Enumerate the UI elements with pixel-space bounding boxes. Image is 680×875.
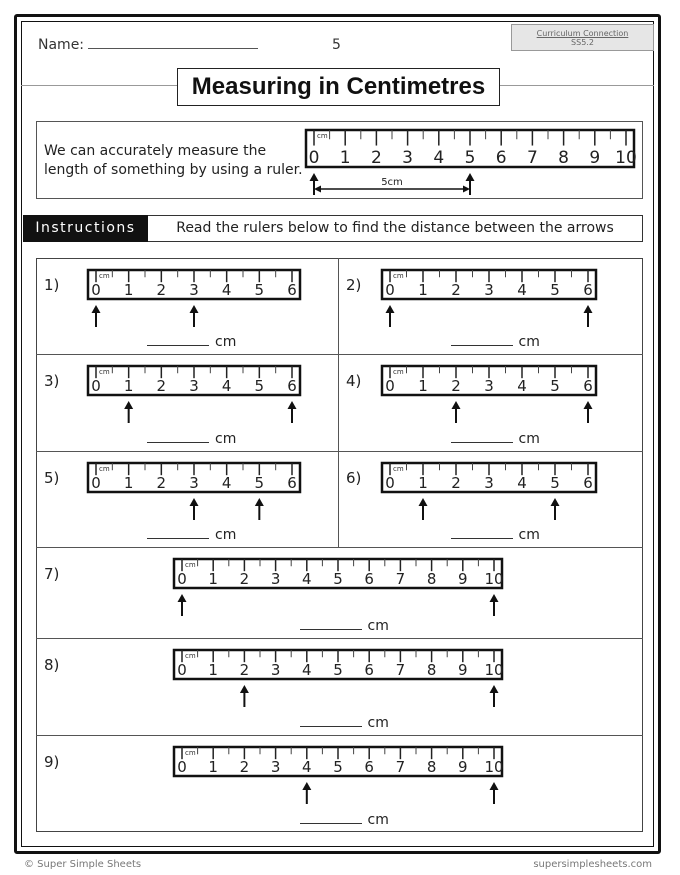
curriculum-code: SS5.2 xyxy=(571,38,594,47)
ruler-number: 8 xyxy=(426,758,437,776)
ruler-unit-label: cm xyxy=(185,652,196,660)
page-title: Measuring in Centimetres xyxy=(177,68,500,106)
ruler-number: 4 xyxy=(517,377,527,395)
question-number: 6) xyxy=(346,469,362,487)
answer-unit: cm xyxy=(518,431,540,447)
arrow-head xyxy=(490,782,499,790)
question-ruler xyxy=(378,266,600,330)
intro-text: We can accurately measure the length of something by using a ruler. xyxy=(44,143,303,178)
ruler-number: 0 xyxy=(91,281,101,299)
question-ruler xyxy=(378,459,600,523)
ruler-number: 10 xyxy=(615,148,637,168)
ruler-number: 6 xyxy=(364,570,374,588)
arrow-head xyxy=(255,498,264,506)
arrow-head xyxy=(386,305,395,313)
question-number: 7) xyxy=(44,565,60,583)
instructions-text: Read the rulers below to find the distance between the arrows xyxy=(176,220,614,236)
intro-ruler xyxy=(300,125,640,195)
arrow-head xyxy=(419,498,428,506)
ruler-number: 5 xyxy=(254,281,265,299)
ruler-number: 0 xyxy=(91,474,101,492)
arrow-head xyxy=(551,498,560,506)
curriculum-title: Curriculum Connection xyxy=(536,29,629,38)
instructions-label: Instructions xyxy=(23,215,148,242)
ruler-number: 10 xyxy=(484,570,504,588)
ruler-number: 10 xyxy=(484,661,504,679)
name-field[interactable] xyxy=(38,36,258,53)
ruler-number: 4 xyxy=(221,474,232,492)
ruler-number: 0 xyxy=(91,377,101,395)
grid-divider xyxy=(36,638,643,639)
ruler-number: 8 xyxy=(558,148,570,168)
ruler-number: 0 xyxy=(177,661,187,679)
question-ruler xyxy=(170,743,506,807)
question-ruler xyxy=(84,266,304,330)
arrow-head xyxy=(584,401,593,409)
ruler-number: 5 xyxy=(550,281,560,299)
ruler-number: 2 xyxy=(451,377,461,395)
ruler-number: 0 xyxy=(177,758,187,776)
ruler-number: 9 xyxy=(458,661,468,679)
name-line[interactable] xyxy=(88,36,258,49)
arrow-head xyxy=(466,173,475,181)
ruler-unit-label: cm xyxy=(99,272,110,280)
ruler-number: 5 xyxy=(333,758,343,776)
ruler-number: 2 xyxy=(156,474,167,492)
arrow-head xyxy=(302,782,311,790)
ruler-number: 1 xyxy=(123,281,134,299)
ruler-number: 1 xyxy=(208,570,218,588)
ruler-unit-label: cm xyxy=(393,368,404,376)
ruler-number: 7 xyxy=(395,661,406,679)
arrow-head xyxy=(190,498,199,506)
ruler-number: 2 xyxy=(239,661,250,679)
answer-blank[interactable] xyxy=(300,811,362,824)
arrow-head xyxy=(92,305,101,313)
answer-field[interactable] xyxy=(147,526,236,543)
ruler-number: 6 xyxy=(287,377,297,395)
answer-field[interactable] xyxy=(451,430,540,447)
arrow-head xyxy=(190,305,199,313)
ruler-number: 3 xyxy=(484,474,494,492)
ruler-unit-label: cm xyxy=(185,561,196,569)
ruler-number: 1 xyxy=(208,758,218,776)
ruler-number: 5 xyxy=(464,148,476,168)
arrow-head xyxy=(490,594,499,602)
answer-field[interactable] xyxy=(147,430,236,447)
grid-divider xyxy=(36,354,643,355)
ruler-number: 9 xyxy=(458,570,468,588)
arrow-head xyxy=(240,685,249,693)
ruler-number: 1 xyxy=(418,377,428,395)
ruler-number: 5 xyxy=(550,377,560,395)
ruler-unit-label: cm xyxy=(99,465,110,473)
ruler-number: 4 xyxy=(221,281,232,299)
question-ruler xyxy=(378,362,600,426)
answer-field[interactable] xyxy=(147,333,236,350)
distance-label: 5cm xyxy=(381,177,403,188)
ruler-number: 10 xyxy=(484,758,504,776)
arrow-head xyxy=(584,305,593,313)
ruler-number: 0 xyxy=(385,377,395,395)
answer-blank[interactable] xyxy=(147,430,209,443)
ruler-unit-label: cm xyxy=(99,368,110,376)
ruler-number: 5 xyxy=(254,377,265,395)
answer-unit: cm xyxy=(367,618,389,634)
ruler-number: 4 xyxy=(517,474,527,492)
ruler-number: 2 xyxy=(451,474,461,492)
ruler-number: 1 xyxy=(208,661,218,679)
ruler-number: 3 xyxy=(270,570,281,588)
ruler-number: 7 xyxy=(395,570,406,588)
answer-field[interactable] xyxy=(300,617,389,634)
ruler-number: 6 xyxy=(583,377,593,395)
ruler-unit-label: cm xyxy=(317,132,328,140)
ruler-number: 6 xyxy=(583,474,593,492)
ruler-number: 1 xyxy=(123,377,134,395)
arrow-head xyxy=(452,401,461,409)
answer-unit: cm xyxy=(518,334,540,350)
ruler-number: 8 xyxy=(426,570,437,588)
ruler-number: 3 xyxy=(189,377,199,395)
answer-blank[interactable] xyxy=(147,526,209,539)
arrow-head xyxy=(490,685,499,693)
answer-unit: cm xyxy=(518,527,540,543)
answer-field[interactable] xyxy=(300,811,389,828)
ruler-number: 7 xyxy=(395,758,406,776)
ruler-number: 5 xyxy=(333,661,343,679)
answer-unit: cm xyxy=(215,334,237,350)
ruler-number: 9 xyxy=(458,758,468,776)
answer-unit: cm xyxy=(215,431,237,447)
answer-field[interactable] xyxy=(451,526,540,543)
ruler-number: 0 xyxy=(385,281,395,299)
answer-unit: cm xyxy=(367,812,389,828)
ruler-number: 2 xyxy=(156,281,167,299)
answer-blank[interactable] xyxy=(451,333,513,346)
question-number: 2) xyxy=(346,276,362,294)
question-ruler xyxy=(170,555,506,619)
ruler-number: 7 xyxy=(526,148,538,168)
question-number: 4) xyxy=(346,372,362,390)
ruler-number: 0 xyxy=(177,570,187,588)
ruler-number: 5 xyxy=(333,570,343,588)
grid-divider xyxy=(36,735,643,736)
ruler-number: 6 xyxy=(495,148,507,168)
arrow-head xyxy=(288,401,297,409)
ruler-number: 5 xyxy=(550,474,560,492)
ruler-number: 1 xyxy=(418,474,428,492)
ruler-number: 4 xyxy=(302,758,312,776)
ruler-number: 3 xyxy=(484,281,494,299)
grid-divider xyxy=(36,451,643,452)
ruler-number: 2 xyxy=(156,377,167,395)
arrow-head xyxy=(310,173,319,181)
distance-arrow-right xyxy=(463,186,470,193)
ruler-number: 5 xyxy=(254,474,265,492)
footer-copyright: © Super Simple Sheets xyxy=(24,859,142,870)
answer-unit: cm xyxy=(367,715,389,731)
question-number: 8) xyxy=(44,656,60,674)
ruler-number: 4 xyxy=(433,148,445,168)
ruler-number: 3 xyxy=(189,474,199,492)
ruler-number: 9 xyxy=(589,148,601,168)
curriculum-connection-badge xyxy=(511,24,654,51)
answer-blank[interactable] xyxy=(300,714,362,727)
ruler-unit-label: cm xyxy=(393,272,404,280)
ruler-unit-label: cm xyxy=(393,465,404,473)
ruler-number: 3 xyxy=(402,148,414,168)
footer-website: supersimplesheets.com xyxy=(533,859,652,870)
ruler-number: 4 xyxy=(302,661,312,679)
ruler-number: 2 xyxy=(239,570,250,588)
question-number: 5) xyxy=(44,469,60,487)
ruler-number: 2 xyxy=(451,281,461,299)
grid-divider xyxy=(338,258,339,548)
arrow-head xyxy=(124,401,133,409)
ruler-number: 2 xyxy=(239,758,250,776)
ruler-number: 4 xyxy=(517,281,527,299)
question-number: 3) xyxy=(44,372,60,390)
ruler-number: 0 xyxy=(385,474,395,492)
answer-field[interactable] xyxy=(300,714,389,731)
ruler-number: 3 xyxy=(270,758,281,776)
ruler-number: 6 xyxy=(364,758,374,776)
ruler-number: 1 xyxy=(123,474,134,492)
question-ruler xyxy=(170,646,506,710)
ruler-number: 3 xyxy=(270,661,281,679)
question-number: 9) xyxy=(44,753,60,771)
answer-blank[interactable] xyxy=(147,333,209,346)
question-ruler xyxy=(84,362,304,426)
ruler-number: 6 xyxy=(583,281,593,299)
ruler-number: 2 xyxy=(370,148,382,168)
name-label: Name: xyxy=(38,37,85,53)
answer-blank[interactable] xyxy=(300,617,362,630)
ruler-number: 4 xyxy=(221,377,232,395)
ruler-number: 1 xyxy=(418,281,428,299)
distance-arrow-left xyxy=(314,186,321,193)
question-number: 1) xyxy=(44,276,60,294)
grid-divider xyxy=(36,547,643,548)
ruler-number: 1 xyxy=(339,148,351,168)
ruler-number: 3 xyxy=(484,377,494,395)
ruler-number: 0 xyxy=(308,148,320,168)
question-ruler xyxy=(84,459,304,523)
ruler-number: 8 xyxy=(426,661,437,679)
ruler-number: 6 xyxy=(364,661,374,679)
page-number: 5 xyxy=(332,37,341,53)
ruler-number: 6 xyxy=(287,281,297,299)
ruler-number: 3 xyxy=(189,281,199,299)
answer-blank[interactable] xyxy=(451,430,513,443)
ruler-unit-label: cm xyxy=(185,749,196,757)
answer-unit: cm xyxy=(215,527,237,543)
ruler-number: 4 xyxy=(302,570,312,588)
ruler-number: 6 xyxy=(287,474,297,492)
arrow-head xyxy=(178,594,187,602)
answer-blank[interactable] xyxy=(451,526,513,539)
answer-field[interactable] xyxy=(451,333,540,350)
